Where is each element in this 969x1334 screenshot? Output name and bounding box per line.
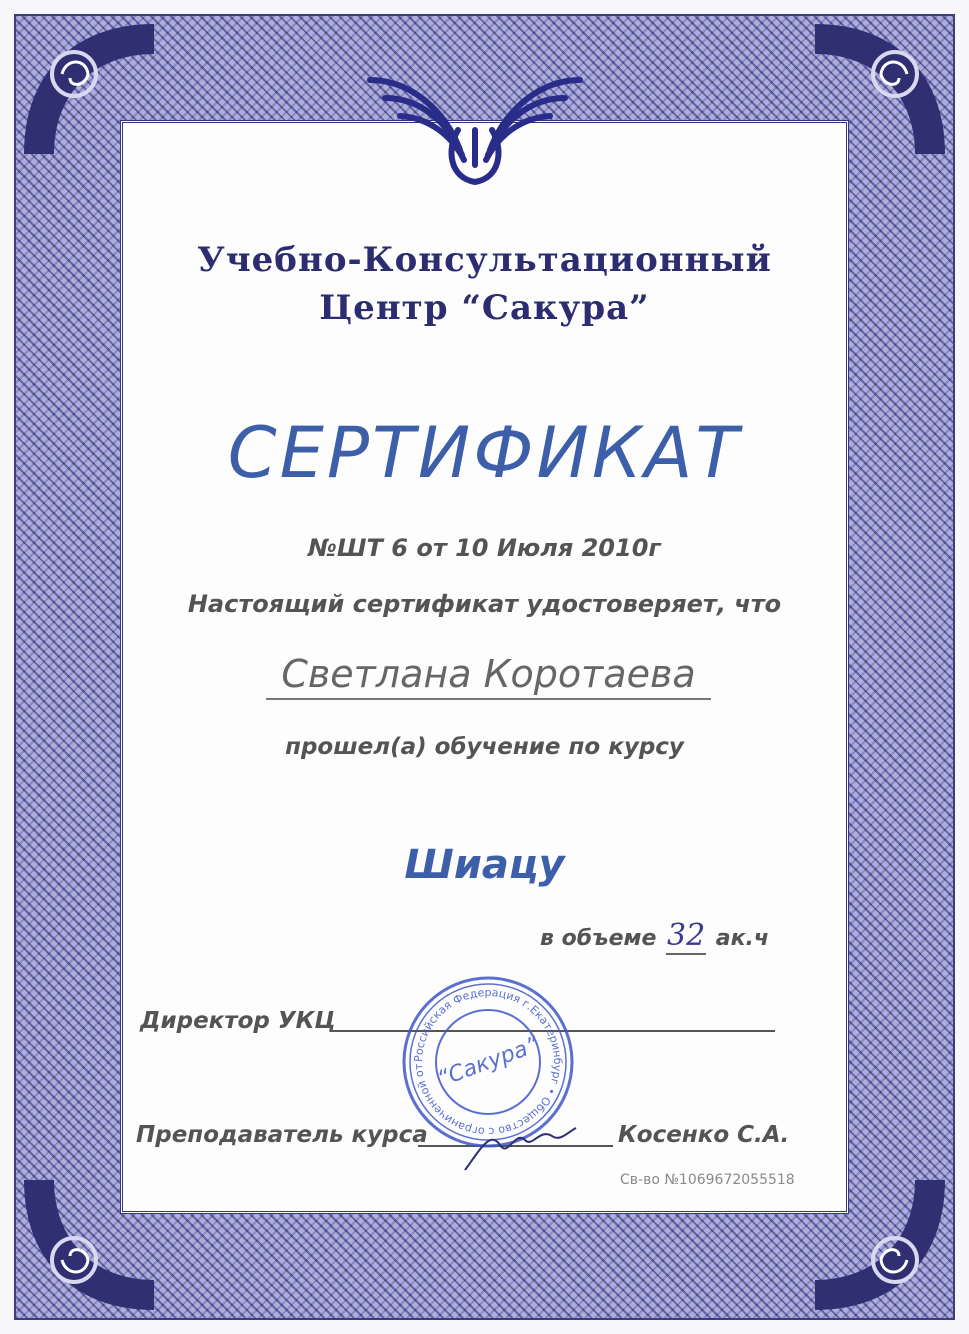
organization-name-line1: Учебно-Консультационный [197, 240, 772, 280]
teacher-signature [460, 1110, 580, 1180]
certificate-number: №ШТ 6 от 10 Июля 2010г [308, 534, 661, 562]
certificate-title: СЕРТИФИКАТ [227, 412, 742, 494]
stamp-ring-text: Российская Федерация г.Екатеринбург • Общество с ограниченной от [411, 985, 565, 1139]
course-name: Шиацу [404, 842, 565, 888]
organization-name-line2: Центр “Сакура” [319, 288, 650, 328]
volume-hours: 32 [667, 918, 706, 953]
corner-ornament-top-left [14, 14, 164, 164]
corner-ornament-bottom-right [805, 1170, 955, 1320]
stamp-center-text: “Сакура” [434, 1032, 542, 1093]
corner-ornament-top-right [805, 14, 955, 164]
volume-unit: ак.ч [715, 926, 770, 951]
completion-text: прошел(а) обучение по курсу [285, 734, 684, 760]
registration-number: Св-во №1069672055518 [620, 1172, 795, 1188]
sakura-hands-logo-icon [350, 60, 600, 190]
director-label: Директор УКЦ [140, 1008, 336, 1034]
course-volume [540, 918, 769, 955]
teacher-label: Преподаватель курса [136, 1122, 428, 1148]
volume-prefix: в объеме [540, 926, 657, 951]
teacher-name: Косенко С.А. [618, 1122, 790, 1148]
recipient-name: Светлана Коротаева [266, 652, 711, 700]
corner-ornament-bottom-left [14, 1170, 164, 1320]
certificate-statement: Настоящий сертификат удостоверяет, что [187, 590, 782, 618]
